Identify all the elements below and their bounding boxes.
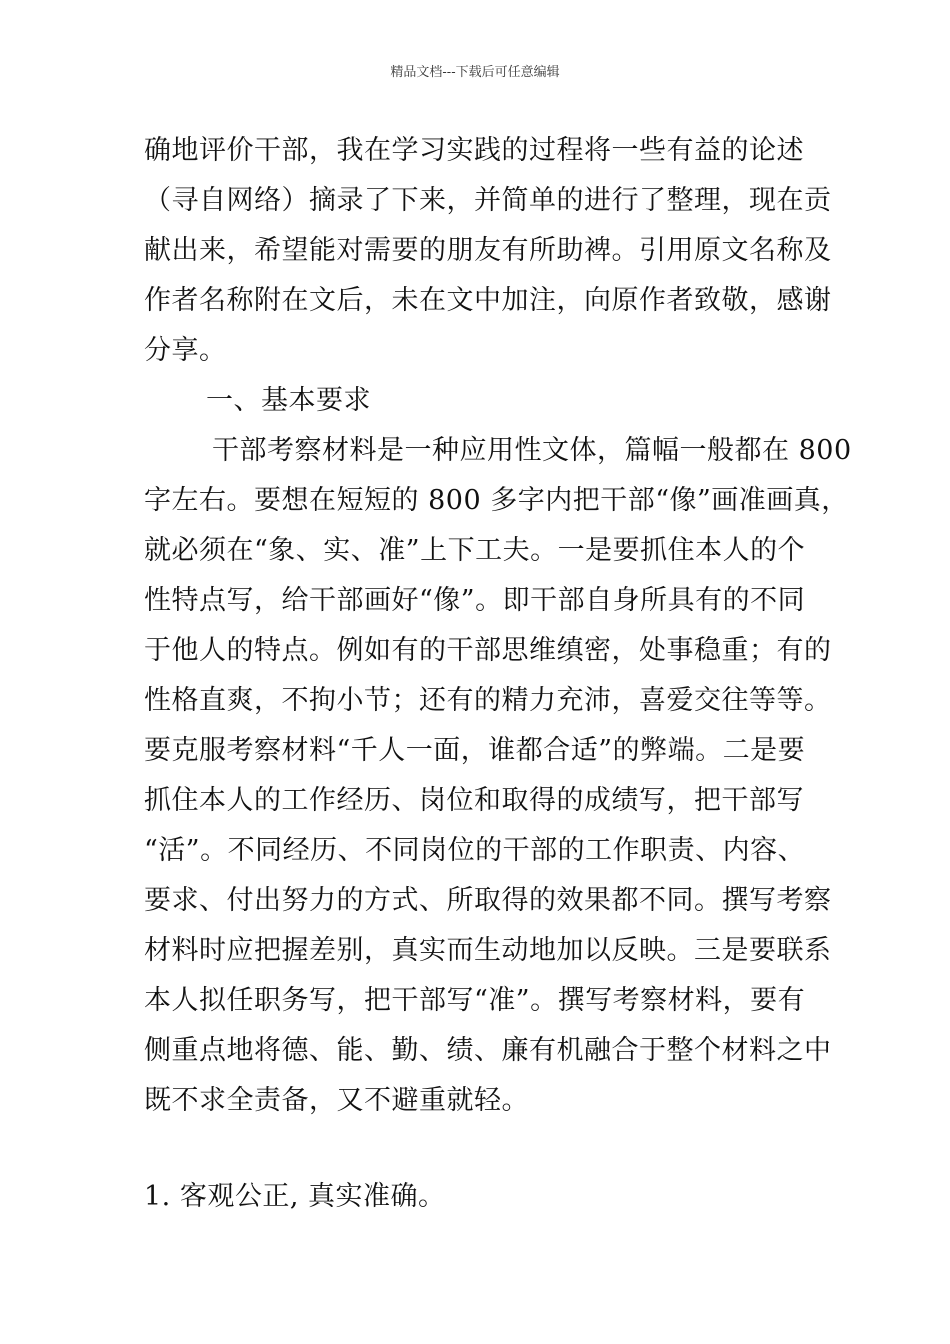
numbered-heading: 1. 客观公正, 真实准确。 [144,1181,446,1212]
text-line: 分享。 [144,335,227,366]
text-line: 既不求全责备，又不避重就轻。 [144,1085,529,1116]
text-line: 性格直爽，不拘小节；还有的精力充沛，喜爱交往等等。 [144,685,832,716]
text-line: 作者名称附在文后，未在文中加注，向原作者致敬，感谢 [144,285,832,316]
text-line: 侧重点地将德、能、勤、绩、廉有机融合于整个材料之中 [144,1035,832,1066]
text-line: “活”。不同经历、不同岗位的干部的工作职责、内容、 [144,835,806,866]
text-line: 性特点写，给干部画好“像”。即干部自身所具有的不同 [144,585,806,616]
text-line: 确地评价干部，我在学习实践的过程将一些有益的论述 [144,135,804,166]
text-line: 干部考察材料是一种应用性文体，篇幅一般都在 800 [212,435,852,466]
text-line: 要求、付出努力的方式、所取得的效果都不同。撰写考察 [144,885,832,916]
section-heading: 一、基本要求 [206,385,371,416]
text-line: 献出来，希望能对需要的朋友有所助裨。引用原文名称及 [144,235,832,266]
page-header: 精品文档---下载后可任意编辑 [390,65,560,80]
text-line: 抓住本人的工作经历、岗位和取得的成绩写，把干部写 [144,785,804,816]
text-line: （寻自网络）摘录了下来，并简单的进行了整理，现在贡 [144,185,832,216]
text-line: 本人拟任职务写，把干部写“准”。撰写考察材料，要有 [144,985,806,1016]
text-line: 字左右。要想在短短的 800 多字内把干部“像”画准画真， [144,485,849,516]
text-line: 要克服考察材料“千人一面，谁都合适”的弊端。二是要 [144,735,806,766]
text-line: 于他人的特点。例如有的干部思维缜密，处事稳重；有的 [144,635,832,666]
text-line: 材料时应把握差别，真实而生动地加以反映。三是要联系 [144,935,832,966]
text-line: 就必须在“象、实、准”上下工夫。一是要抓住本人的个 [144,535,806,566]
